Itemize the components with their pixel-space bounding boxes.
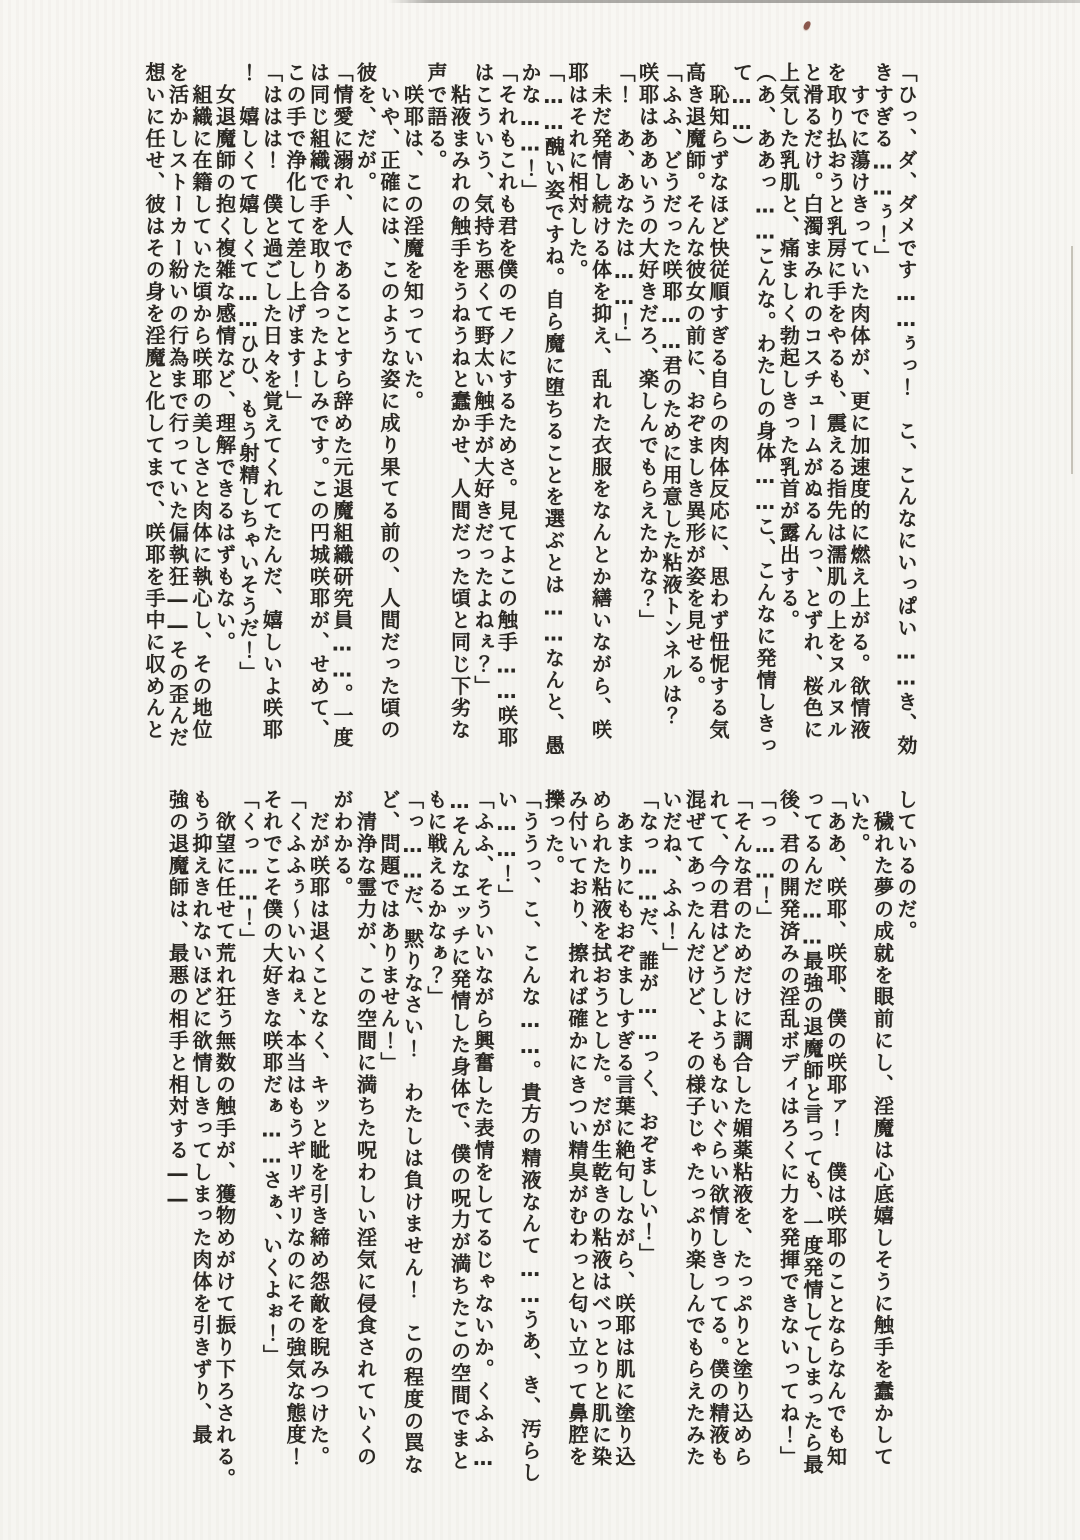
text-column: 恥知らずなほど快従順すぎる自らの肉体反応に、思わず忸怩する気 [706, 62, 730, 741]
text-column: は同じ組織で手を取り合ったよしみです。この円城咲耶が、せめて、 [306, 62, 331, 741]
text-column: 「ああ、咲耶、咲耶、僕の咲耶ァ！ 僕は咲耶のことならなんでも知 [823, 789, 848, 1468]
text-column: 「そんな君のためだけに調合した媚薬粘液を、たっぷりと塗り込めら [729, 789, 754, 1468]
text-column: いや、正確には、このような姿に成り果てる前の、人間だった頃の [377, 62, 401, 741]
text-column: …そんなエッチに発情した身体で、僕の呪力が満ちたこの空間でまと [447, 789, 472, 1472]
text-column: もう抑えきれないほどに欲情しきってしまった肉体を引きずり、最 [189, 789, 213, 1446]
text-column: て……） [729, 62, 754, 158]
text-column: 高き退魔師。そんな彼女の前に、おぞましき異形が姿を見せる。 [682, 62, 707, 698]
text-column: がわかる。 [330, 789, 354, 899]
text-column: と滑るだけ。白濁まみれのコスチュームがぬるんっ、とずれ、桜色に [800, 62, 824, 741]
text-column: すでに蕩けきっていた肉体が、更に加速度的に燃え上がる。欲情液 [847, 62, 871, 741]
text-column: 声で語る。 [424, 62, 448, 172]
text-column: ど、問題ではありません！」 [377, 789, 401, 1074]
text-column: かな……！」 [518, 62, 542, 202]
text-column: 咲耶は、この淫魔を知っていた。 [400, 62, 425, 413]
text-column: 「それもこれも君を僕のモノにするためさ。見てよこの触手……咲耶 [494, 62, 519, 749]
text-column: 彼を、だが。 [353, 62, 378, 194]
text-column: を活かしストーカー紛いの行為まで行っていた偏執狂――その歪んだ [165, 62, 190, 749]
text-column: 想いに任せ、彼はその身を淫魔と化してまで、咲耶を手中に収めんと [142, 62, 166, 741]
text-column: 「くふふぅ～いいねぇ、本当はもうギリギリなのにその強気な態度！ [283, 789, 307, 1468]
scan-right-edge-artifact [1071, 246, 1073, 474]
text-column: はこういう、気持ち悪くて野太い触手が大好きだったよねぇ？」 [471, 62, 495, 698]
text-column: を取り払おうと乳房に手をやるも、震える指先は濡肌の上をヌルヌル [823, 62, 848, 741]
text-column: 組織に在籍していた頃から咲耶の美しさと肉体に執心し、その地位 [189, 62, 213, 741]
text-column: れて、今の君はどうしようもないぐらい欲情しきってる。僕の精液も [706, 789, 730, 1468]
text-column: 「ふふ、どうだった咲耶……君のために用意した粘液トンネルは？ [659, 62, 683, 727]
text-column: それでこそ僕の大好きな咲耶だぁ……さぁ、いくよぉ！」 [259, 789, 284, 1367]
text-column: 「！ あ、あなたは……！」 [612, 62, 636, 355]
text-column: しているのだ。 [894, 789, 918, 943]
text-column: ってるんだ……最強の退魔師と言っても、一度発情してしまったら最 [800, 789, 824, 1476]
text-column: もに戦えるかなぁ？」 [424, 789, 448, 1008]
bottom-text-block [165, 789, 918, 1490]
text-column: （あ、ああっ……こんな。わたしの身体……こ、こんなに発情しきっ [753, 62, 777, 757]
text-column: められた粘液を拭おうとした。だが生乾きの粘液はべっとりと肌に染 [588, 789, 613, 1468]
text-column: い……！」 [494, 789, 519, 907]
text-column: 「っ……！」 [753, 789, 777, 929]
text-column: 女退魔師の抱く複雑な感情など、理解できるはずもない。 [212, 62, 237, 654]
text-column: この手で浄化して差し上げます！」 [283, 62, 307, 413]
text-column: 後、君の開発済みの淫乱ボディはろくに力を発揮できないってね！」 [776, 789, 801, 1468]
text-column: 耶はそれに相対した。 [565, 62, 589, 281]
text-column: 「っ……だ、黙りなさい！ わたしは負けません！ この程度の罠な [400, 789, 425, 1476]
text-column: 粘液まみれの触手をうねうねと蠢かせ、人間だった頃と同じ下劣な [447, 62, 472, 741]
text-column: 咲耶はああいうの大好きだろ、楽しんでもらえたかな？」 [635, 62, 660, 632]
text-column: 「ひっ、ダ、ダメです……ぅっ！ こ、こんなにいっぱい……き、効 [894, 62, 918, 757]
scan-top-edge-artifact [388, 0, 1080, 3]
text-column: 清浄な霊力が、この空間に満ちた呪わしい淫気に侵食されていくの [353, 789, 378, 1468]
text-column: 「ううっ、こ、こんな……。貴方の精液なんて……うあ、き、汚らし [518, 789, 542, 1484]
text-column: だが咲耶は退くことなく、キッと眦を引き締め怨敵を睨みつけた。 [306, 789, 331, 1468]
text-column: 上気した乳肌と、痛ましく勃起しきった乳首が露出する。 [776, 62, 801, 632]
text-column: 穢れた夢の成就を眼前にし、淫魔は心底嬉しそうに触手を蠢かして [870, 789, 895, 1468]
text-column: ！ 嬉しくて嬉しくて……ひひ、もう射精しちゃいそうだ！」 [236, 62, 260, 684]
text-column: 擽った。 [541, 789, 566, 877]
text-column: いた。 [847, 789, 871, 855]
text-column: 未だ発情し続ける体を抑え、乱れた衣服をなんとか繕いながら、咲 [588, 62, 613, 741]
text-column: 強の退魔師は、最悪の相手と相対する―― [165, 789, 190, 1214]
text-column: 欲望に任せて荒れ狂う無数の触手が、獲物めがけて振り下ろされる。 [212, 789, 237, 1490]
text-column: いだね、ふふ！」 [659, 789, 683, 965]
text-column: み付いており、擦れば確かにきつい精臭がむわっと匂い立って鼻腔を [565, 789, 589, 1468]
text-column: 「くっ……！」 [236, 789, 260, 951]
text-column: 「ふふ、そういいながら興奮した表情をしてるじゃないか。くふふ… [471, 789, 495, 1472]
top-text-block [142, 62, 918, 757]
text-column: 「情愛に溺れ、人であることすら辞めた元退魔組織研究員……。一度 [330, 62, 354, 749]
text-column: 「……醜い姿ですね。自ら魔に堕ちることを選ぶとは……なんと、愚 [541, 62, 566, 757]
text-column: 混ぜてあったんだけど、その様子じゃたっぷり楽しんでもらえたみた [682, 789, 707, 1468]
text-column: 「なっ……だ、誰が……っく、おぞましい！」 [635, 789, 660, 1265]
dust-speck-artifact [803, 20, 811, 30]
text-column: きすぎる……ぅ！」 [870, 62, 895, 268]
text-column: あまりにもおぞましすぎる言葉に絶句しながら、咲耶は肌に塗り込 [612, 789, 636, 1468]
text-column: 「ははは！ 僕と過ごした日々を覚えてくれてたんだ、嬉しいよ咲耶 [259, 62, 284, 741]
